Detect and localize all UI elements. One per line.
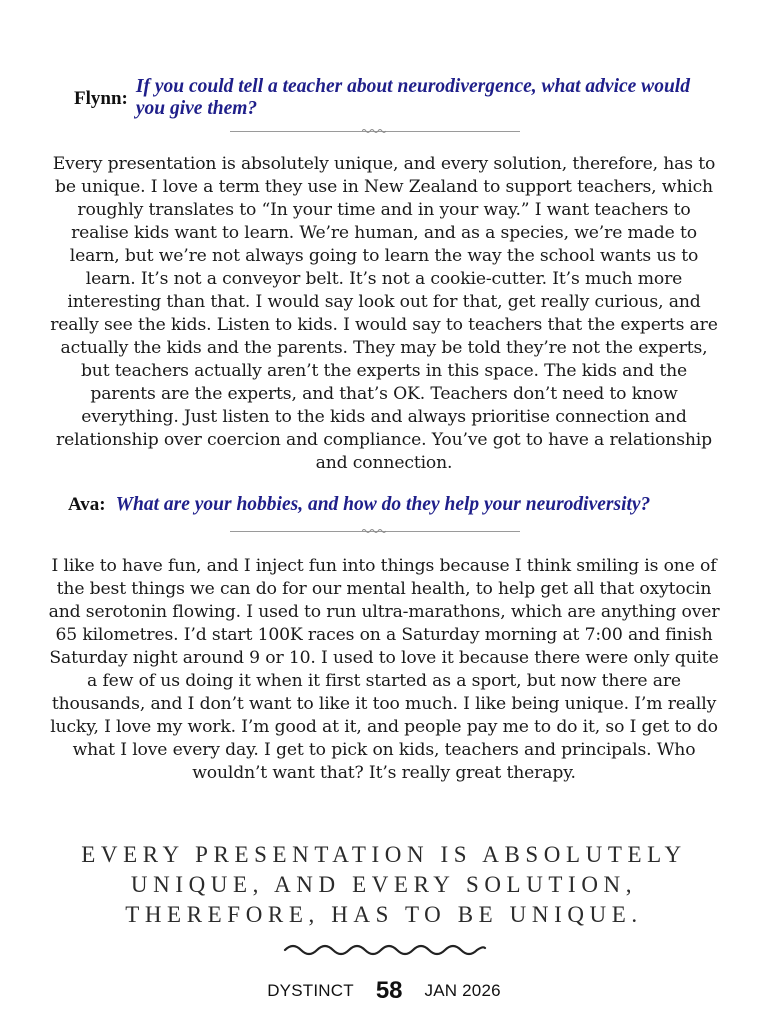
question-text: If you could tell a teacher about neurodivergence, what advice would you give them? <box>135 76 690 119</box>
question-row-2 <box>68 494 718 516</box>
page-number: 58 <box>375 977 403 1004</box>
divider-squiggle-icon <box>362 528 388 534</box>
page-footer <box>0 976 768 1006</box>
speaker-label: Ava: <box>68 494 106 515</box>
divider-squiggle-icon <box>362 128 388 134</box>
decorative-squiggle-icon <box>283 940 487 958</box>
question-row-1 <box>74 76 704 120</box>
answer-paragraph: Every presentation is absolutely unique, and every solution, therefore, has to be unique. I love a term they use in New Zealand to support teachers, which roughly translates to “In your time and in your way.” I want teachers to realise kids want to learn. We’re human, and as a species, we’re made to learn, but we’re not always going to learn the way the school wants us to learn. It’s not a conveyor belt. It’s not a cookie-cutter. It’s much more interesting than that. I would say look out for that, get really curious, and really see the kids. Listen to kids. I would say to teachers that the experts are actually the kids and the parents. They may be told they’re not the experts, but teachers actually aren’t the experts in this space. The kids and the parents are the experts, and that’s OK. Teachers don’t need to know everything. Just listen to the kids and always prioritise connection and relationship over coercion and compliance. You’ve got to have a relationship and connection. <box>50 154 718 473</box>
issue-date: JAN 2026 <box>424 981 501 1000</box>
answer-paragraph: I like to have fun, and I inject fun into things because I think smiling is one of the best things we can do for our mental health, to help get all that oxytocin and serotonin flowing. I used to run ultra-marathons, which are anything over 65 kilometres. I’d start 100K races on a Saturday morning at 7:00 and finish Saturday night around 9 or 10. I used to love it because there were only quite a few of us doing it when it first started as a sport, but now there are thousands, and I don’t want to like it too much. I like being unique. I’m really lucky, I love my work. I’m good at it, and people pay me to do it, so I get to do what I love every day. I get to pick on kids, teachers and principals. Who wouldn’t want that? It’s really great therapy. <box>48 556 720 783</box>
speaker-label: Flynn: <box>74 88 128 109</box>
question-text: What are your hobbies, and how do they help your neurodiversity? <box>115 494 651 515</box>
pull-quote: EVERY PRESENTATION IS ABSOLUTELY UNIQUE, AND EVERY SOLUTION, THEREFORE, HAS TO BE UNIQUE. <box>81 842 687 927</box>
magazine-name: DYSTINCT <box>267 981 354 1000</box>
